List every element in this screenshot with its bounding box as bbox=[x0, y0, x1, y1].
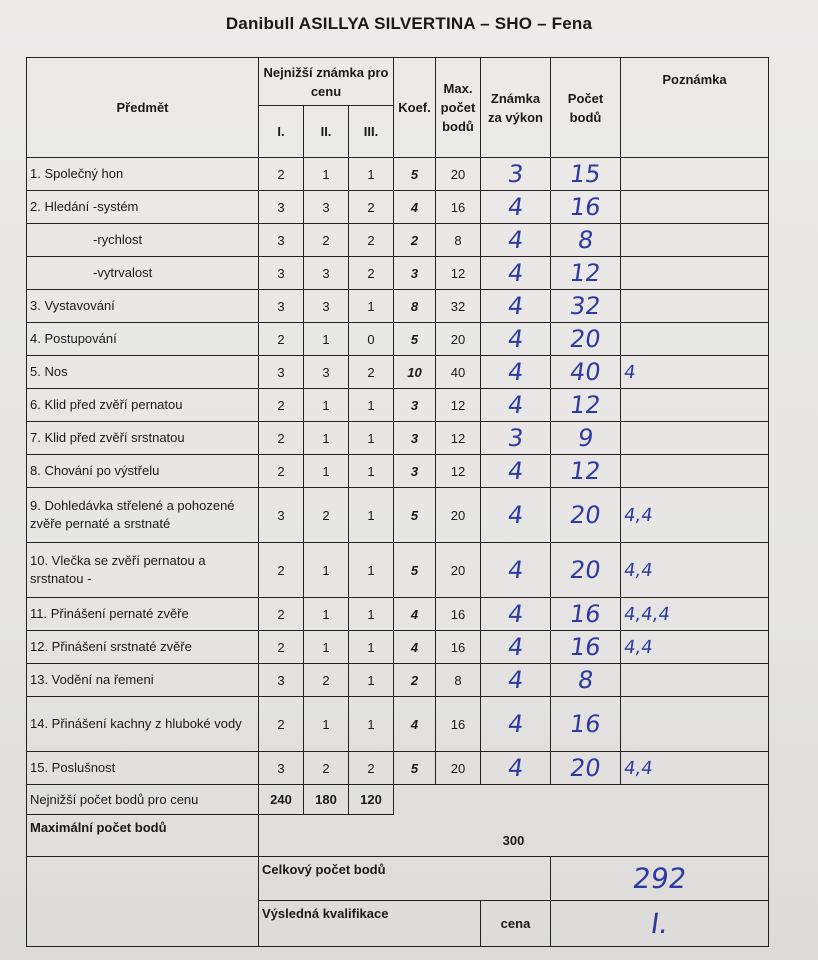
total-value-handwritten: 292 bbox=[630, 862, 689, 895]
header-grade-perf: Známka za výkon bbox=[481, 58, 551, 158]
min-points-row bbox=[27, 785, 769, 815]
row-max-points-cell: 8 bbox=[436, 664, 481, 697]
row-note-cell bbox=[621, 323, 769, 356]
row-subject-cell: 15. Poslušnost bbox=[27, 752, 259, 785]
header-grade-iii: III. bbox=[349, 106, 394, 158]
row-note-cell bbox=[621, 664, 769, 697]
row-min-grade-ii-cell: 2 bbox=[304, 664, 349, 697]
row-min-grade-i-cell: 2 bbox=[259, 543, 304, 598]
row-grade-cell bbox=[481, 257, 551, 290]
table-row bbox=[27, 224, 769, 257]
min-points-label: Nejnižší počet bodů pro cenu bbox=[27, 785, 259, 815]
row-grade-handwritten: 4 bbox=[505, 710, 526, 738]
row-min-grade-ii-cell: 2 bbox=[304, 752, 349, 785]
row-max-points-cell: 12 bbox=[436, 455, 481, 488]
row-coef-cell: 3 bbox=[394, 455, 436, 488]
row-subject-cell: 12. Přinášení srstnaté zvěře bbox=[27, 631, 259, 664]
row-max-points-cell: 40 bbox=[436, 356, 481, 389]
row-points-cell bbox=[551, 257, 621, 290]
row-note-cell bbox=[621, 455, 769, 488]
row-note-cell bbox=[621, 158, 769, 191]
table-row bbox=[27, 356, 769, 389]
row-min-grade-iii-cell: 1 bbox=[349, 543, 394, 598]
row-min-grade-i-cell: 2 bbox=[259, 455, 304, 488]
row-min-grade-iii-cell: 1 bbox=[349, 631, 394, 664]
row-note-handwritten: 4,4,4 bbox=[622, 603, 672, 625]
table-row bbox=[27, 543, 769, 598]
row-min-grade-iii-cell: 1 bbox=[349, 389, 394, 422]
row-min-grade-ii-cell: 1 bbox=[304, 158, 349, 191]
row-note-handwritten: 4 bbox=[622, 361, 637, 383]
row-min-grade-i-cell: 2 bbox=[259, 158, 304, 191]
row-note-handwritten: 4,4 bbox=[622, 757, 655, 779]
row-grade-handwritten: 4 bbox=[505, 556, 526, 584]
row-grade-cell bbox=[481, 389, 551, 422]
row-max-points-cell: 32 bbox=[436, 290, 481, 323]
row-max-points-cell: 16 bbox=[436, 697, 481, 752]
row-min-grade-iii-cell: 2 bbox=[349, 752, 394, 785]
row-points-cell bbox=[551, 488, 621, 543]
row-points-cell bbox=[551, 323, 621, 356]
row-points-handwritten: 20 bbox=[568, 754, 603, 782]
row-max-points-cell: 20 bbox=[436, 488, 481, 543]
row-grade-handwritten: 4 bbox=[505, 457, 526, 485]
row-points-cell bbox=[551, 191, 621, 224]
min-points-empty bbox=[394, 785, 769, 815]
row-note-cell bbox=[621, 224, 769, 257]
row-note-cell bbox=[621, 543, 769, 598]
row-grade-cell bbox=[481, 543, 551, 598]
row-min-grade-ii-cell: 2 bbox=[304, 488, 349, 543]
row-coef-cell: 2 bbox=[394, 224, 436, 257]
row-grade-cell bbox=[481, 664, 551, 697]
row-note-cell bbox=[621, 697, 769, 752]
row-note-cell bbox=[621, 191, 769, 224]
header-points: Počet bodů bbox=[551, 58, 621, 158]
row-min-grade-iii-cell: 1 bbox=[349, 158, 394, 191]
row-points-handwritten: 20 bbox=[568, 501, 603, 529]
row-min-grade-i-cell: 3 bbox=[259, 224, 304, 257]
sheet-title: Danibull ASILLYA SILVERTINA – SHO – Fena bbox=[225, 14, 593, 33]
row-max-points-cell: 20 bbox=[436, 752, 481, 785]
row-subject-cell: 7. Klid před zvěří srstnatou bbox=[27, 422, 259, 455]
row-note-cell bbox=[621, 598, 769, 631]
row-min-grade-iii-cell: 1 bbox=[349, 488, 394, 543]
table-row bbox=[27, 598, 769, 631]
table-row bbox=[27, 257, 769, 290]
total-label: Celkový počet bodů bbox=[259, 857, 551, 901]
row-coef-cell: 4 bbox=[394, 191, 436, 224]
max-total-label: Maximální počet bodů bbox=[27, 815, 259, 857]
row-max-points-cell: 20 bbox=[436, 543, 481, 598]
row-grade-handwritten: 3 bbox=[505, 424, 526, 452]
table-row bbox=[27, 631, 769, 664]
row-points-handwritten: 16 bbox=[568, 710, 603, 738]
row-coef-cell: 5 bbox=[394, 158, 436, 191]
row-min-grade-ii-cell: 1 bbox=[304, 422, 349, 455]
row-min-grade-iii-cell: 1 bbox=[349, 697, 394, 752]
row-grade-handwritten: 4 bbox=[505, 754, 526, 782]
row-subject-cell: 10. Vlečka se zvěří pernatou a srstnatou - bbox=[27, 543, 259, 598]
row-min-grade-i-cell: 2 bbox=[259, 697, 304, 752]
table-row bbox=[27, 323, 769, 356]
row-min-grade-i-cell: 2 bbox=[259, 389, 304, 422]
header-row-1 bbox=[27, 58, 769, 106]
min-points-i: 240 bbox=[259, 785, 304, 815]
row-min-grade-iii-cell: 2 bbox=[349, 356, 394, 389]
row-points-cell bbox=[551, 290, 621, 323]
row-min-grade-i-cell: 3 bbox=[259, 488, 304, 543]
row-points-cell bbox=[551, 356, 621, 389]
row-min-grade-ii-cell: 1 bbox=[304, 697, 349, 752]
row-points-cell bbox=[551, 422, 621, 455]
row-note-cell bbox=[621, 631, 769, 664]
row-points-handwritten: 20 bbox=[568, 556, 603, 584]
row-min-grade-i-cell: 3 bbox=[259, 257, 304, 290]
row-min-grade-ii-cell: 3 bbox=[304, 356, 349, 389]
row-subject-cell: 8. Chování po výstřelu bbox=[27, 455, 259, 488]
row-subject-cell: 9. Dohledávka střelené a pohozené zvěře pernaté a srstnaté bbox=[27, 488, 259, 543]
table-row bbox=[27, 158, 769, 191]
row-coef-cell: 5 bbox=[394, 488, 436, 543]
header-min-grade: Nejnižší známka pro cenu bbox=[259, 58, 394, 106]
row-points-handwritten: 9 bbox=[575, 424, 596, 452]
row-points-cell bbox=[551, 697, 621, 752]
row-min-grade-iii-cell: 2 bbox=[349, 257, 394, 290]
row-min-grade-iii-cell: 1 bbox=[349, 290, 394, 323]
row-grade-cell bbox=[481, 697, 551, 752]
row-points-handwritten: 16 bbox=[568, 600, 603, 628]
total-row bbox=[27, 857, 769, 901]
row-min-grade-ii-cell: 1 bbox=[304, 631, 349, 664]
row-subject-cell: 4. Postupování bbox=[27, 323, 259, 356]
min-points-ii: 180 bbox=[304, 785, 349, 815]
row-points-cell bbox=[551, 631, 621, 664]
row-coef-cell: 3 bbox=[394, 389, 436, 422]
row-max-points-cell: 20 bbox=[436, 158, 481, 191]
row-grade-handwritten: 4 bbox=[505, 501, 526, 529]
row-min-grade-iii-cell: 1 bbox=[349, 664, 394, 697]
row-subject-cell: -vytrvalost bbox=[27, 257, 259, 290]
row-min-grade-i-cell: 3 bbox=[259, 664, 304, 697]
row-points-handwritten: 12 bbox=[568, 457, 603, 485]
row-points-cell bbox=[551, 455, 621, 488]
row-min-grade-i-cell: 3 bbox=[259, 356, 304, 389]
row-points-handwritten: 40 bbox=[568, 358, 603, 386]
row-grade-cell bbox=[481, 224, 551, 257]
row-grade-handwritten: 4 bbox=[505, 600, 526, 628]
row-min-grade-i-cell: 2 bbox=[259, 323, 304, 356]
row-min-grade-iii-cell: 2 bbox=[349, 191, 394, 224]
row-grade-handwritten: 4 bbox=[505, 259, 526, 287]
row-grade-handwritten: 4 bbox=[505, 391, 526, 419]
row-grade-cell bbox=[481, 290, 551, 323]
header-max-points: Max. počet bodů bbox=[436, 58, 481, 158]
row-min-grade-iii-cell: 1 bbox=[349, 598, 394, 631]
score-table bbox=[26, 57, 769, 947]
row-grade-cell bbox=[481, 752, 551, 785]
row-note-cell bbox=[621, 488, 769, 543]
row-points-cell bbox=[551, 598, 621, 631]
result-cena-label: cena bbox=[481, 901, 551, 947]
row-coef-cell: 3 bbox=[394, 422, 436, 455]
row-max-points-cell: 20 bbox=[436, 323, 481, 356]
row-subject-cell: 13. Vodění na řemeni bbox=[27, 664, 259, 697]
total-value bbox=[551, 857, 769, 901]
row-grade-cell bbox=[481, 598, 551, 631]
row-note-cell bbox=[621, 356, 769, 389]
header-subject: Předmět bbox=[27, 58, 259, 158]
row-min-grade-ii-cell: 1 bbox=[304, 598, 349, 631]
row-coef-cell: 4 bbox=[394, 598, 436, 631]
row-note-cell bbox=[621, 389, 769, 422]
row-grade-cell bbox=[481, 422, 551, 455]
row-points-cell bbox=[551, 158, 621, 191]
row-min-grade-i-cell: 3 bbox=[259, 191, 304, 224]
row-coef-cell: 2 bbox=[394, 664, 436, 697]
row-coef-cell: 4 bbox=[394, 697, 436, 752]
row-points-handwritten: 8 bbox=[575, 666, 596, 694]
row-points-cell bbox=[551, 224, 621, 257]
row-grade-cell bbox=[481, 158, 551, 191]
row-subject-cell: 3. Vystavování bbox=[27, 290, 259, 323]
row-points-handwritten: 16 bbox=[568, 633, 603, 661]
table-row bbox=[27, 389, 769, 422]
footer-blank bbox=[27, 857, 259, 947]
result-label: Výsledná kvalifikace bbox=[259, 901, 481, 947]
row-grade-handwritten: 4 bbox=[505, 633, 526, 661]
row-subject-cell: 11. Přinášení pernaté zvěře bbox=[27, 598, 259, 631]
row-points-handwritten: 8 bbox=[575, 226, 596, 254]
row-grade-handwritten: 3 bbox=[505, 160, 526, 188]
row-points-handwritten: 20 bbox=[568, 325, 603, 353]
row-grade-cell bbox=[481, 455, 551, 488]
table-row bbox=[27, 488, 769, 543]
row-points-cell bbox=[551, 752, 621, 785]
table-row bbox=[27, 290, 769, 323]
row-min-grade-ii-cell: 3 bbox=[304, 290, 349, 323]
row-max-points-cell: 12 bbox=[436, 257, 481, 290]
row-coef-cell: 5 bbox=[394, 323, 436, 356]
row-min-grade-i-cell: 2 bbox=[259, 631, 304, 664]
row-note-cell bbox=[621, 422, 769, 455]
row-subject-cell: 14. Přinášení kachny z hluboké vody bbox=[27, 697, 259, 752]
row-points-handwritten: 16 bbox=[568, 193, 603, 221]
row-max-points-cell: 8 bbox=[436, 224, 481, 257]
row-subject-cell: 2. Hledání -systém bbox=[27, 191, 259, 224]
row-coef-cell: 8 bbox=[394, 290, 436, 323]
header-grade-ii: II. bbox=[304, 106, 349, 158]
row-grade-cell bbox=[481, 488, 551, 543]
row-max-points-cell: 16 bbox=[436, 598, 481, 631]
row-subject-cell: 1. Společný hon bbox=[27, 158, 259, 191]
row-grade-handwritten: 4 bbox=[505, 193, 526, 221]
row-min-grade-i-cell: 3 bbox=[259, 290, 304, 323]
row-min-grade-iii-cell: 2 bbox=[349, 224, 394, 257]
row-grade-handwritten: 4 bbox=[505, 666, 526, 694]
row-min-grade-ii-cell: 1 bbox=[304, 323, 349, 356]
row-min-grade-ii-cell: 1 bbox=[304, 389, 349, 422]
row-note-cell bbox=[621, 257, 769, 290]
row-max-points-cell: 12 bbox=[436, 422, 481, 455]
row-note-cell bbox=[621, 752, 769, 785]
row-min-grade-ii-cell: 3 bbox=[304, 191, 349, 224]
row-min-grade-i-cell: 2 bbox=[259, 598, 304, 631]
row-points-cell bbox=[551, 543, 621, 598]
row-points-handwritten: 15 bbox=[568, 160, 603, 188]
row-max-points-cell: 16 bbox=[436, 631, 481, 664]
row-points-handwritten: 12 bbox=[568, 391, 603, 419]
row-grade-cell bbox=[481, 356, 551, 389]
max-total-row bbox=[27, 815, 769, 857]
row-grade-handwritten: 4 bbox=[505, 358, 526, 386]
row-coef-cell: 5 bbox=[394, 752, 436, 785]
row-min-grade-i-cell: 2 bbox=[259, 422, 304, 455]
row-grade-handwritten: 4 bbox=[505, 292, 526, 320]
row-min-grade-ii-cell: 1 bbox=[304, 455, 349, 488]
row-coef-cell: 3 bbox=[394, 257, 436, 290]
row-coef-cell: 4 bbox=[394, 631, 436, 664]
row-grade-cell bbox=[481, 191, 551, 224]
row-points-cell bbox=[551, 389, 621, 422]
row-min-grade-ii-cell: 1 bbox=[304, 543, 349, 598]
table-row bbox=[27, 455, 769, 488]
row-coef-cell: 10 bbox=[394, 356, 436, 389]
header-coef: Koef. bbox=[394, 58, 436, 158]
row-subject-cell: -rychlost bbox=[27, 224, 259, 257]
result-value bbox=[551, 901, 769, 947]
row-min-grade-iii-cell: 1 bbox=[349, 455, 394, 488]
min-points-iii: 120 bbox=[349, 785, 394, 815]
row-subject-cell: 6. Klid před zvěří pernatou bbox=[27, 389, 259, 422]
row-note-handwritten: 4,4 bbox=[622, 504, 655, 526]
row-min-grade-i-cell: 3 bbox=[259, 752, 304, 785]
row-points-handwritten: 32 bbox=[568, 292, 603, 320]
max-total-value: 300 bbox=[259, 815, 769, 857]
row-min-grade-iii-cell: 0 bbox=[349, 323, 394, 356]
row-grade-handwritten: 4 bbox=[505, 325, 526, 353]
row-grade-cell bbox=[481, 323, 551, 356]
result-value-handwritten: I. bbox=[648, 907, 671, 940]
row-grade-cell bbox=[481, 631, 551, 664]
table-row bbox=[27, 422, 769, 455]
row-grade-handwritten: 4 bbox=[505, 226, 526, 254]
row-note-handwritten: 4,4 bbox=[622, 559, 655, 581]
row-subject-cell: 5. Nos bbox=[27, 356, 259, 389]
header-note: Poznámka bbox=[621, 58, 769, 158]
row-note-handwritten: 4,4 bbox=[622, 636, 655, 658]
row-min-grade-ii-cell: 3 bbox=[304, 257, 349, 290]
row-note-cell bbox=[621, 290, 769, 323]
header-grade-i: I. bbox=[259, 106, 304, 158]
row-coef-cell: 5 bbox=[394, 543, 436, 598]
row-min-grade-ii-cell: 2 bbox=[304, 224, 349, 257]
row-min-grade-iii-cell: 1 bbox=[349, 422, 394, 455]
table-row bbox=[27, 664, 769, 697]
table-row bbox=[27, 191, 769, 224]
table-row bbox=[27, 752, 769, 785]
row-max-points-cell: 12 bbox=[436, 389, 481, 422]
row-points-handwritten: 12 bbox=[568, 259, 603, 287]
table-row bbox=[27, 697, 769, 752]
row-points-cell bbox=[551, 664, 621, 697]
row-max-points-cell: 16 bbox=[436, 191, 481, 224]
